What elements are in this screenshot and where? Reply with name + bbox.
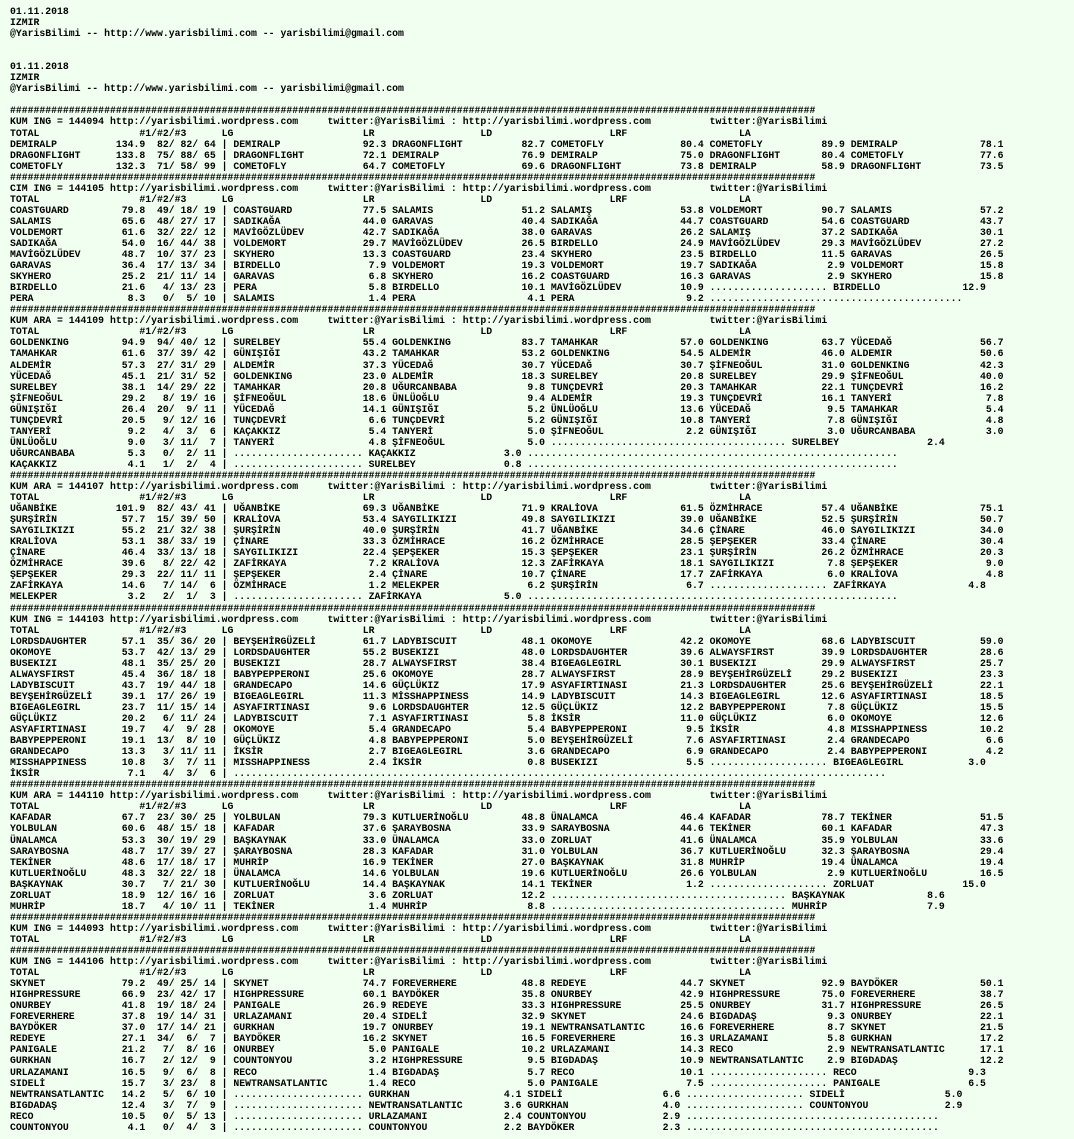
table-row: GÜNIŞIĞI 26.4 20/ 9/ 11 | YÜCEDAĞ 14.1 GÜNIŞIĞI 5.2 ÜNLÜOĞLU 13.6 YÜCEDAĞ 9.5 TAMAHKAR 5.4 (10, 403, 1004, 415)
header-date: 01.11.2018 (10, 6, 69, 17)
table-row: SIDELİ 15.7 3/ 23/ 8 | NEWTRANSATLANTIC 1.4 RECO 5.0 PANIGALE 7.5 .................... PANIGALE 6.5 (10, 1077, 986, 1089)
table-row: KAFADAR 67.7 23/ 30/ 25 | YOLBULAN 79.3 KUTLUERİNOĞLU 48.8 ÜNALAMCA 46.4 KAFADAR 78.7 TEKİNER 51.5 (10, 812, 1004, 824)
table-row: BUSEKIZI 48.1 35/ 25/ 20 | BUSEKIZI 28.7 ALWAYSFIRST 38.4 BIGEAGLEGIRL 30.1 BUSEKIZI 29.9 ALWAYSFIRST 25.7 (10, 657, 1004, 669)
race-header-line: KUM ING = 144094 http://yarisbilimi.wordpress.com twitter:@YarisBilimi : http://yarisbilimi.wordpress.com twitter:@YarisBilimi (10, 116, 828, 128)
race-header-line: KUM ING = 144103 http://yarisbilimi.wordpress.com twitter:@YarisBilimi : http://yarisbilimi.wordpress.com twitter:@YarisBilimi (10, 613, 828, 625)
column-header-line: TOTAL #1/#2/#3 LG LR LD LRF LA (10, 127, 751, 139)
table-row: ALDEMİR 57.3 27/ 31/ 29 | ALDEMİR 37.3 YÜCEDAĞ 30.7 YÜCEDAĞ 30.7 ŞİFNEOĞUL 31.0 GOLDENKING 42.3 (10, 359, 1004, 371)
table-row: ONURBEY 41.8 19/ 18/ 24 | PANIGALE 26.9 REDEYE 33.3 HIGHPRESSURE 25.5 ONURBEY 31.7 HIGHPRESSURE 26.5 (10, 1000, 1004, 1012)
table-row: LORDSDAUGHTER 57.1 35/ 36/ 20 | BEYŞEHİRGÜZELİ 61.7 LADYBISCUIT 48.1 OKOMOYE 42.2 OKOMOYE 68.6 LADYBISCUIT 59.0 (10, 635, 1004, 647)
table-row: UĞURCANBABA 5.3 0/ 2/ 11 | ...................... KAÇAKKIZ 3.0 ............................................................... (10, 447, 898, 459)
header-contact: @YarisBilimi -- http://www.yarisbilimi.com -- yarisbilimi@gmail.com (10, 28, 404, 40)
table-row: SKYHERO 25.2 21/ 11/ 14 | GARAVAS 6.8 SKYHERO 16.2 COASTGUARD 16.3 GARAVAS 2.9 SKYHERO 15.8 (10, 271, 1004, 283)
table-row: ÜNLÜOĞLU 9.0 3/ 11/ 7 | TANYERİ 4.8 ŞİFNEOĞUL 5.0 ........................................ SURELBEY 2.4 (10, 436, 945, 448)
table-row: ÖZMİHRACE 39.6 8/ 22/ 42 | ZAFİRKAYA 7.2 KRALİOVA 12.3 ZAFİRKAYA 18.1 SAYGILIKIZI 7.8 ŞEPŞEKER 9.0 (10, 558, 1004, 570)
race-header-line: KUM ING = 144093 http://yarisbilimi.wordpress.com twitter:@YarisBilimi : http://yarisbilimi.wordpress.com twitter:@YarisBilimi (10, 922, 828, 934)
table-row: GÜÇLÜKIZ 20.2 6/ 11/ 24 | LADYBISCUIT 7.1 ASYAFIRTINASI 5.8 İKSİR 11.0 GÜÇLÜKIZ 6.0 OKOMOYE 12.6 (10, 713, 1004, 724)
race-header-line: KUM ARA = 144110 http://yarisbilimi.wordpress.com twitter:@YarisBilimi : http://yarisbilimi.wordpress.com twitter:@YarisBilimi (10, 790, 828, 802)
table-row: DRAGONFLIGHT 133.8 75/ 88/ 65 | DRAGONFLIGHT 72.1 DEMIRALP 76.9 DEMIRALP 75.0 DRAGONFLIGHT 80.4 COMETOFLY 77.6 (10, 149, 1004, 161)
table-row: BIGEAGLEGIRL 23.7 11/ 15/ 14 | ASYAFIRTINASI 9.6 LORDSDAUGHTER 12.5 GÜÇLÜKIZ 12.2 BABYPEPPERONI 7.8 GÜÇLÜKIZ 15.5 (10, 701, 1004, 713)
header-date: 01.11.2018 (10, 61, 69, 73)
table-row: ZAFİRKAYA 14.6 7/ 14/ 6 | ÖZMİHRACE 1.2 MELEKPER 6.2 ŞURŞİRİN 6.7 .................... ZAFİRKAYA 4.8 (10, 580, 986, 592)
table-row: BAYDÖKER 37.0 17/ 14/ 21 | GURKHAN 19.7 ONURBEY 19.1 NEWTRANSATLANTIC 16.6 FOREVERHERE 8.7 SKYNET 21.5 (10, 1022, 1004, 1034)
table-row: PERA 8.3 0/ 5/ 10 | SALAMIS 1.4 PERA 4.1 PERA 9.2 ........................................... (10, 293, 963, 305)
table-row: KRALİOVA 53.1 38/ 33/ 19 | ÇİNARE 33.3 ÖZMİHRACE 16.2 ÖZMİHRACE 28.5 ŞEPŞEKER 33.4 ÇİNARE 30.4 (10, 536, 1004, 548)
column-header-line: TOTAL #1/#2/#3 LG LR LD LRF LA (10, 326, 751, 338)
separator-line: ######################################################################################################################################### (10, 779, 816, 791)
table-row: SARAYBOSNA 48.7 17/ 39/ 27 | ŞARAYBOSNA 28.3 KAFADAR 31.0 YOLBULAN 36.7 KUTLUERİNOĞLU 32.3 ŞARAYBOSNA 29.4 (10, 845, 1004, 857)
table-row: GARAVAS 36.4 17/ 13/ 34 | BIRDELLO 7.9 VOLDEMORT 19.3 VOLDEMORT 19.7 SADIKAĞA 2.9 VOLDEMORT 15.8 (10, 260, 1004, 272)
table-row: SURELBEY 38.1 14/ 29/ 22 | TAMAHKAR 20.8 UĞURCANBABA 9.8 TUNÇDEVRİ 20.3 TAMAHKAR 22.1 TUNÇDEVRİ 16.2 (10, 381, 1004, 393)
table-row: BIGDADAŞ 12.4 3/ 7/ 9 | ...................... NEWTRANSATLANTIC 3.6 GURKHAN 4.0 .................... COUNTONYOU 2.9 (10, 1099, 963, 1111)
table-row: GOLDENKING 94.9 94/ 40/ 12 | SURELBEY 55.4 GOLDENKING 83.7 TAMAHKAR 57.0 GOLDENKING 63.7 YÜCEDAĞ 56.7 (10, 337, 1004, 349)
table-row: COMETOFLY 132.3 71/ 58/ 99 | COMETOFLY 64.7 COMETOFLY 69.6 DRAGONFLIGHT 73.8 DEMIRALP 58.9 DRAGONFLIGHT 73.5 (10, 160, 1004, 172)
table-row: KAÇAKKIZ 4.1 1/ 2/ 4 | ...................... SURELBEY 0.8 ............................................................... (10, 458, 898, 470)
table-row: YOLBULAN 60.6 48/ 15/ 18 | KAFADAR 37.6 ŞARAYBOSNA 33.9 SARAYBOSNA 44.6 TEKİNER 60.1 KAFADAR 47.3 (10, 823, 1004, 835)
table-row: BABYPEPPERONI 19.1 13/ 8/ 10 | GÜÇLÜKIZ 4.8 BABYPEPPERONI 5.0 BEYŞEHİRGÜZELİ 7.6 ASYAFIRTINASI 2.4 GRANDECAPO 6.6 (10, 735, 1004, 747)
table-row: ÇİNARE 46.4 33/ 13/ 18 | SAYGILIKIZI 22.4 ŞEPŞEKER 15.3 ŞEPŞEKER 23.1 ŞURŞİRİN 26.2 ÖZMİHRACE 20.3 (10, 547, 1004, 559)
table-row: DEMIRALP 134.9 82/ 82/ 64 | DEMIRALP 92.3 DRAGONFLIGHT 82.7 COMETOFLY 80.4 COMETOFLY 89.9 DEMIRALP 78.1 (10, 138, 1004, 150)
table-row: BAŞKAYNAK 30.7 7/ 21/ 30 | KUTLUERİNOĞLU 14.4 BAŞKAYNAK 14.1 TEKİNER 1.2 .................... ZORLUAT 15.0 (10, 878, 986, 890)
table-row: MAVİGÖZLÜDEV 48.7 10/ 37/ 23 | SKYHERO 13.3 COASTGUARD 23.4 SKYHERO 23.5 BIRDELLO 11.5 GARAVAS 26.5 (10, 249, 1004, 261)
blank-line (10, 50, 1074, 61)
table-row: ALWAYSFIRST 45.4 36/ 18/ 18 | BABYPEPPERONI 25.6 OKOMOYE 28.7 ALWAYSFIRST 28.9 BEYŞEHİRGÜZELİ 29.2 BUSEKIZI 23.3 (10, 668, 1004, 680)
header-city: IZMIR (10, 17, 40, 29)
race-header-line: CIM ING = 144105 http://yarisbilimi.wordpress.com twitter:@YarisBilimi : http://yarisbilimi.wordpress.com twitter:@YarisBilimi (10, 182, 828, 194)
column-header-line: TOTAL #1/#2/#3 LG LR LD LRF LA (10, 933, 751, 945)
separator-line: ######################################################################################################################################### (10, 911, 816, 923)
race-header-line: KUM ARA = 144109 http://yarisbilimi.wordpress.com twitter:@YarisBilimi : http://yarisbilimi.wordpress.com twitter:@YarisBilimi (10, 315, 828, 327)
table-row: TANYERİ 9.2 4/ 3/ 6 | KAÇAKKIZ 5.4 TANYERİ 5.0 ŞİFNEOĞUL 2.2 GÜNIŞIĞI 3.0 UĞURCANBABA 3.0 (10, 425, 1004, 437)
table-row: RECO 10.5 0/ 5/ 13 | ...................... URLAZAMANI 2.4 COUNTONYOU 2.9 ........................................... (10, 1110, 939, 1122)
table-row: BEYŞEHİRGÜZELİ 39.1 17/ 26/ 19 | BIGEAGLEGIRL 11.3 MİSSHAPPINESS 14.9 LADYBISCUIT 14.3 BIGEAGLEGIRL 12.6 ASYAFIRTINASI 18.5 (10, 690, 1004, 702)
separator-line: ######################################################################################################################################### (10, 105, 816, 117)
column-header-line: TOTAL #1/#2/#3 LG LR LD LRF LA (10, 801, 751, 813)
separator-line: ######################################################################################################################################### (10, 602, 816, 614)
table-row: OKOMOYE 53.7 42/ 13/ 29 | LORDSDAUGHTER 55.2 BUSEKIZI 48.0 LORDSDAUGHTER 39.6 ALWAYSFIRST 39.9 LORDSDAUGHTER 28.6 (10, 646, 1004, 658)
table-row: BIRDELLO 21.6 4/ 13/ 23 | PERA 5.8 BIRDELLO 10.1 MAVİGÖZLÜDEV 10.9 .................... BIRDELLO 12.9 (10, 282, 986, 294)
table-row: SKYNET 79.2 49/ 25/ 14 | SKYNET 74.7 FOREVERHERE 48.8 REDEYE 44.7 SKYNET 92.9 BAYDÖKER 50.1 (10, 978, 1004, 990)
race-header-line: KUM ARA = 144107 http://yarisbilimi.wordpress.com twitter:@YarisBilimi : http://yarisbilimi.wordpress.com twitter:@YarisBilimi (10, 481, 828, 493)
table-row: TEKİNER 48.6 17/ 18/ 17 | MUHRİP 16.9 TEKİNER 27.0 BAŞKAYNAK 31.8 MUHRİP 19.4 ÜNALAMCA 19.4 (10, 856, 1004, 868)
separator-line: ######################################################################################################################################### (10, 304, 816, 316)
header-city: IZMIR (10, 72, 40, 84)
table-row: YÜCEDAĞ 45.1 21/ 31/ 52 | GOLDENKING 23.0 ALDEMİR 18.3 SURELBEY 20.8 SURELBEY 29.9 ŞİFNEOĞUL 40.0 (10, 370, 1004, 382)
column-header-line: TOTAL #1/#2/#3 LG LR LD LRF LA (10, 193, 751, 205)
column-header-line: TOTAL #1/#2/#3 LG LR LD LRF LA (10, 492, 751, 504)
table-row: TUNÇDEVRİ 20.5 9/ 12/ 16 | TUNÇDEVRİ 6.6 TUNÇDEVRİ 5.2 GÜNIŞIĞI 10.8 TANYERİ 7.8 GÜNIŞIĞI 4.8 (10, 414, 1004, 426)
table-row: MUHRİP 18.7 4/ 10/ 11 | TEKİNER 1.4 MUHRİP 8.8 ........................................ MUHRİP 7.9 (10, 900, 945, 912)
table-row: GURKHAN 16.7 2/ 12/ 9 | COUNTONYOU 3.2 HIGHPRESSURE 9.5 BIGDADAŞ 10.9 NEWTRANSATLANTIC 2.9 BIGDADAŞ 12.2 (10, 1055, 1004, 1067)
table-row: LADYBISCUIT 43.7 19/ 44/ 18 | GRANDECAPO 14.6 GÜÇLÜKIZ 17.9 ASYAFIRTINASI 21.3 LORDSDAUGHTER 25.6 BEYŞEHİRGÜZELİ 22.1 (10, 679, 1004, 691)
blank-line (10, 39, 1074, 50)
table-row: URLAZAMANI 16.5 9/ 6/ 8 | RECO 1.4 BIGDADAŞ 5.7 RECO 10.1 .................... RECO 9.3 (10, 1066, 986, 1078)
table-row: ZORLUAT 18.9 12/ 16/ 16 | ZORLUAT 3.6 ZORLUAT 12.2 ........................................ BAŞKAYNAK 8.6 (10, 889, 945, 901)
table-row: ŞEPŞEKER 29.3 22/ 11/ 11 | ŞEPŞEKER 2.4 ÇİNARE 10.7 ÇİNARE 17.7 ZAFİRKAYA 6.0 KRALİOVA 4.8 (10, 569, 1004, 581)
table-row: VOLDEMORT 61.6 32/ 22/ 12 | MAVİGÖZLÜDEV 42.7 SADIKAĞA 38.0 GARAVAS 26.2 SALAMIŞ 37.2 SADIKAĞA 30.1 (10, 226, 1004, 238)
table-row: ASYAFIRTINASI 19.7 4/ 9/ 28 | OKOMOYE 5.4 GRANDECAPO 5.4 BABYPEPPERONI 9.5 İKSİR 4.8 MISSHAPPINESS 10.2 (10, 724, 1004, 736)
table-row: ÜNALAMCA 53.3 30/ 19/ 29 | BAŞKAYNAK 33.0 ÜNALAMCA 33.0 ZORLUAT 41.6 ÜNALAMCA 35.9 YOLBULAN 33.6 (10, 834, 1004, 846)
column-header-line: TOTAL #1/#2/#3 LG LR LD LRF LA (10, 967, 751, 979)
separator-line: ######################################################################################################################################### (10, 944, 816, 956)
header-contact: @YarisBilimi -- http://www.yarisbilimi.com -- yarisbilimi@gmail.com (10, 83, 404, 95)
table-row: İKSİR 7.1 4/ 3/ 6 | ............................................................................................................... (10, 768, 886, 780)
column-header-line: TOTAL #1/#2/#3 LG LR LD LRF LA (10, 624, 751, 636)
table-row: NEWTRANSATLANTIC 14.2 5/ 6/ 10 | ...................... GURKHAN 4.1 SIDELİ 6.6 .................... SIDELİ 5.0 (10, 1088, 963, 1100)
blank-line (10, 94, 1074, 105)
table-row: SAYGILIKIZI 55.2 21/ 32/ 38 | ŞURŞİRİN 40.0 ŞURŞİRİN 41.7 UĞANBİKE 34.6 ÇİNARE 46.0 SAYGILIKIZI 34.0 (10, 525, 1004, 537)
table-row: SALAMIS 65.6 48/ 27/ 17 | SADIKAĞA 44.0 GARAVAS 40.4 SADIKAĞA 44.7 COASTGUARD 54.6 COASTGUARD 43.7 (10, 215, 1004, 227)
table-row: REDEYE 27.1 34/ 6/ 7 | BAYDÖKER 16.2 SKYNET 16.5 FOREVERHERE 16.3 URLAZAMANI 5.8 GURKHAN 17.2 (10, 1033, 1004, 1045)
table-row: PANIGALE 21.2 7/ 8/ 16 | ONURBEY 5.0 PANIGALE 10.2 URLAZAMANI 14.3 RECO 2.9 NEWTRANSATLANTIC 17.1 (10, 1044, 1004, 1056)
separator-line: ######################################################################################################################################### (10, 171, 816, 183)
table-row: COASTGUARD 79.8 49/ 18/ 19 | COASTGUARD 77.5 SALAMIS 51.2 SALAMIŞ 53.8 VOLDEMORT 90.7 SALAMIS 57.2 (10, 204, 1004, 216)
race-header-line: KUM ING = 144106 http://yarisbilimi.wordpress.com twitter:@YarisBilimi : http://yarisbilimi.wordpress.com twitter:@YarisBilimi (10, 956, 828, 968)
separator-line: ######################################################################################################################################### (10, 469, 816, 481)
race-tables (10, 105, 1074, 1132)
table-row: ŞİFNEOĞUL 29.2 8/ 19/ 16 | ŞİFNEOĞUL 18.6 ÜNLÜOĞLU 9.4 ALDEMİR 19.3 TUNÇDEVRİ 16.1 TANYERİ 7.8 (10, 392, 1004, 404)
table-row: GRANDECAPO 13.3 3/ 11/ 11 | İKSİR 2.7 BIGEAGLEGIRL 3.6 GRANDECAPO 6.9 GRANDECAPO 2.4 BABYPEPPERONI 4.2 (10, 746, 1004, 758)
table-row: COUNTONYOU 4.1 0/ 4/ 3 | ...................... COUNTONYOU 2.2 BAYDÖKER 2.3 ........................................... (10, 1121, 939, 1133)
table-row: HIGHPRESSURE 66.9 23/ 42/ 17 | HIGHPRESSURE 60.1 BAYDÖKER 35.8 ONURBEY 42.9 HIGHPRESSURE 75.0 FOREVERHERE 38.7 (10, 989, 1004, 1001)
table-row: FOREVERHERE 37.8 19/ 14/ 31 | URLAZAMANI 20.4 SIDELİ 32.9 SKYNET 24.6 BIGDADAŞ 9.3 ONURBEY 22.1 (10, 1011, 1004, 1023)
table-row: MELEKPER 3.2 2/ 1/ 3 | ...................... ZAFİRKAYA 5.0 ............................................................... (10, 591, 898, 603)
table-row: KUTLUERİNOĞLU 48.3 32/ 22/ 18 | ÜNALAMCA 14.6 YOLBULAN 19.6 KUTLUERİNOĞLU 26.6 YOLBULAN 2.9 KUTLUERİNOĞLU 16.5 (10, 867, 1004, 879)
table-row: MISSHAPPINESS 10.8 3/ 7/ 11 | MISSHAPPINESS 2.4 İKSİR 0.8 BUSEKIZI 5.5 .................... BIGEAGLEGIRL 3.0 (10, 757, 986, 769)
table-row: SADIKAĞA 54.0 16/ 44/ 38 | VOLDEMORT 29.7 MAVİGÖZLÜDEV 26.5 BIRDELLO 24.9 MAVİGÖZLÜDEV 29.3 MAVİGÖZLÜDEV 27.2 (10, 237, 1004, 249)
table-row: TAMAHKAR 61.6 37/ 39/ 42 | GÜNIŞIĞI 43.2 TAMAHKAR 53.2 GOLDENKING 54.5 ALDEMİR 46.0 ALDEMIR 50.6 (10, 348, 1004, 360)
table-row: UĞANBİKE 101.9 82/ 43/ 41 | UĞANBİKE 69.3 UĞANBİKE 71.9 KRALİOVA 61.5 ÖZMİHRACE 57.4 UĞANBİKE 75.1 (10, 503, 1004, 515)
table-row: ŞURŞİRİN 57.7 15/ 39/ 50 | KRALİOVA 53.4 SAYGILIKIZI 49.8 SAYGILIKIZI 39.0 UĞANBİKE 52.5 ŞURŞİRİN 50.7 (10, 514, 1004, 526)
